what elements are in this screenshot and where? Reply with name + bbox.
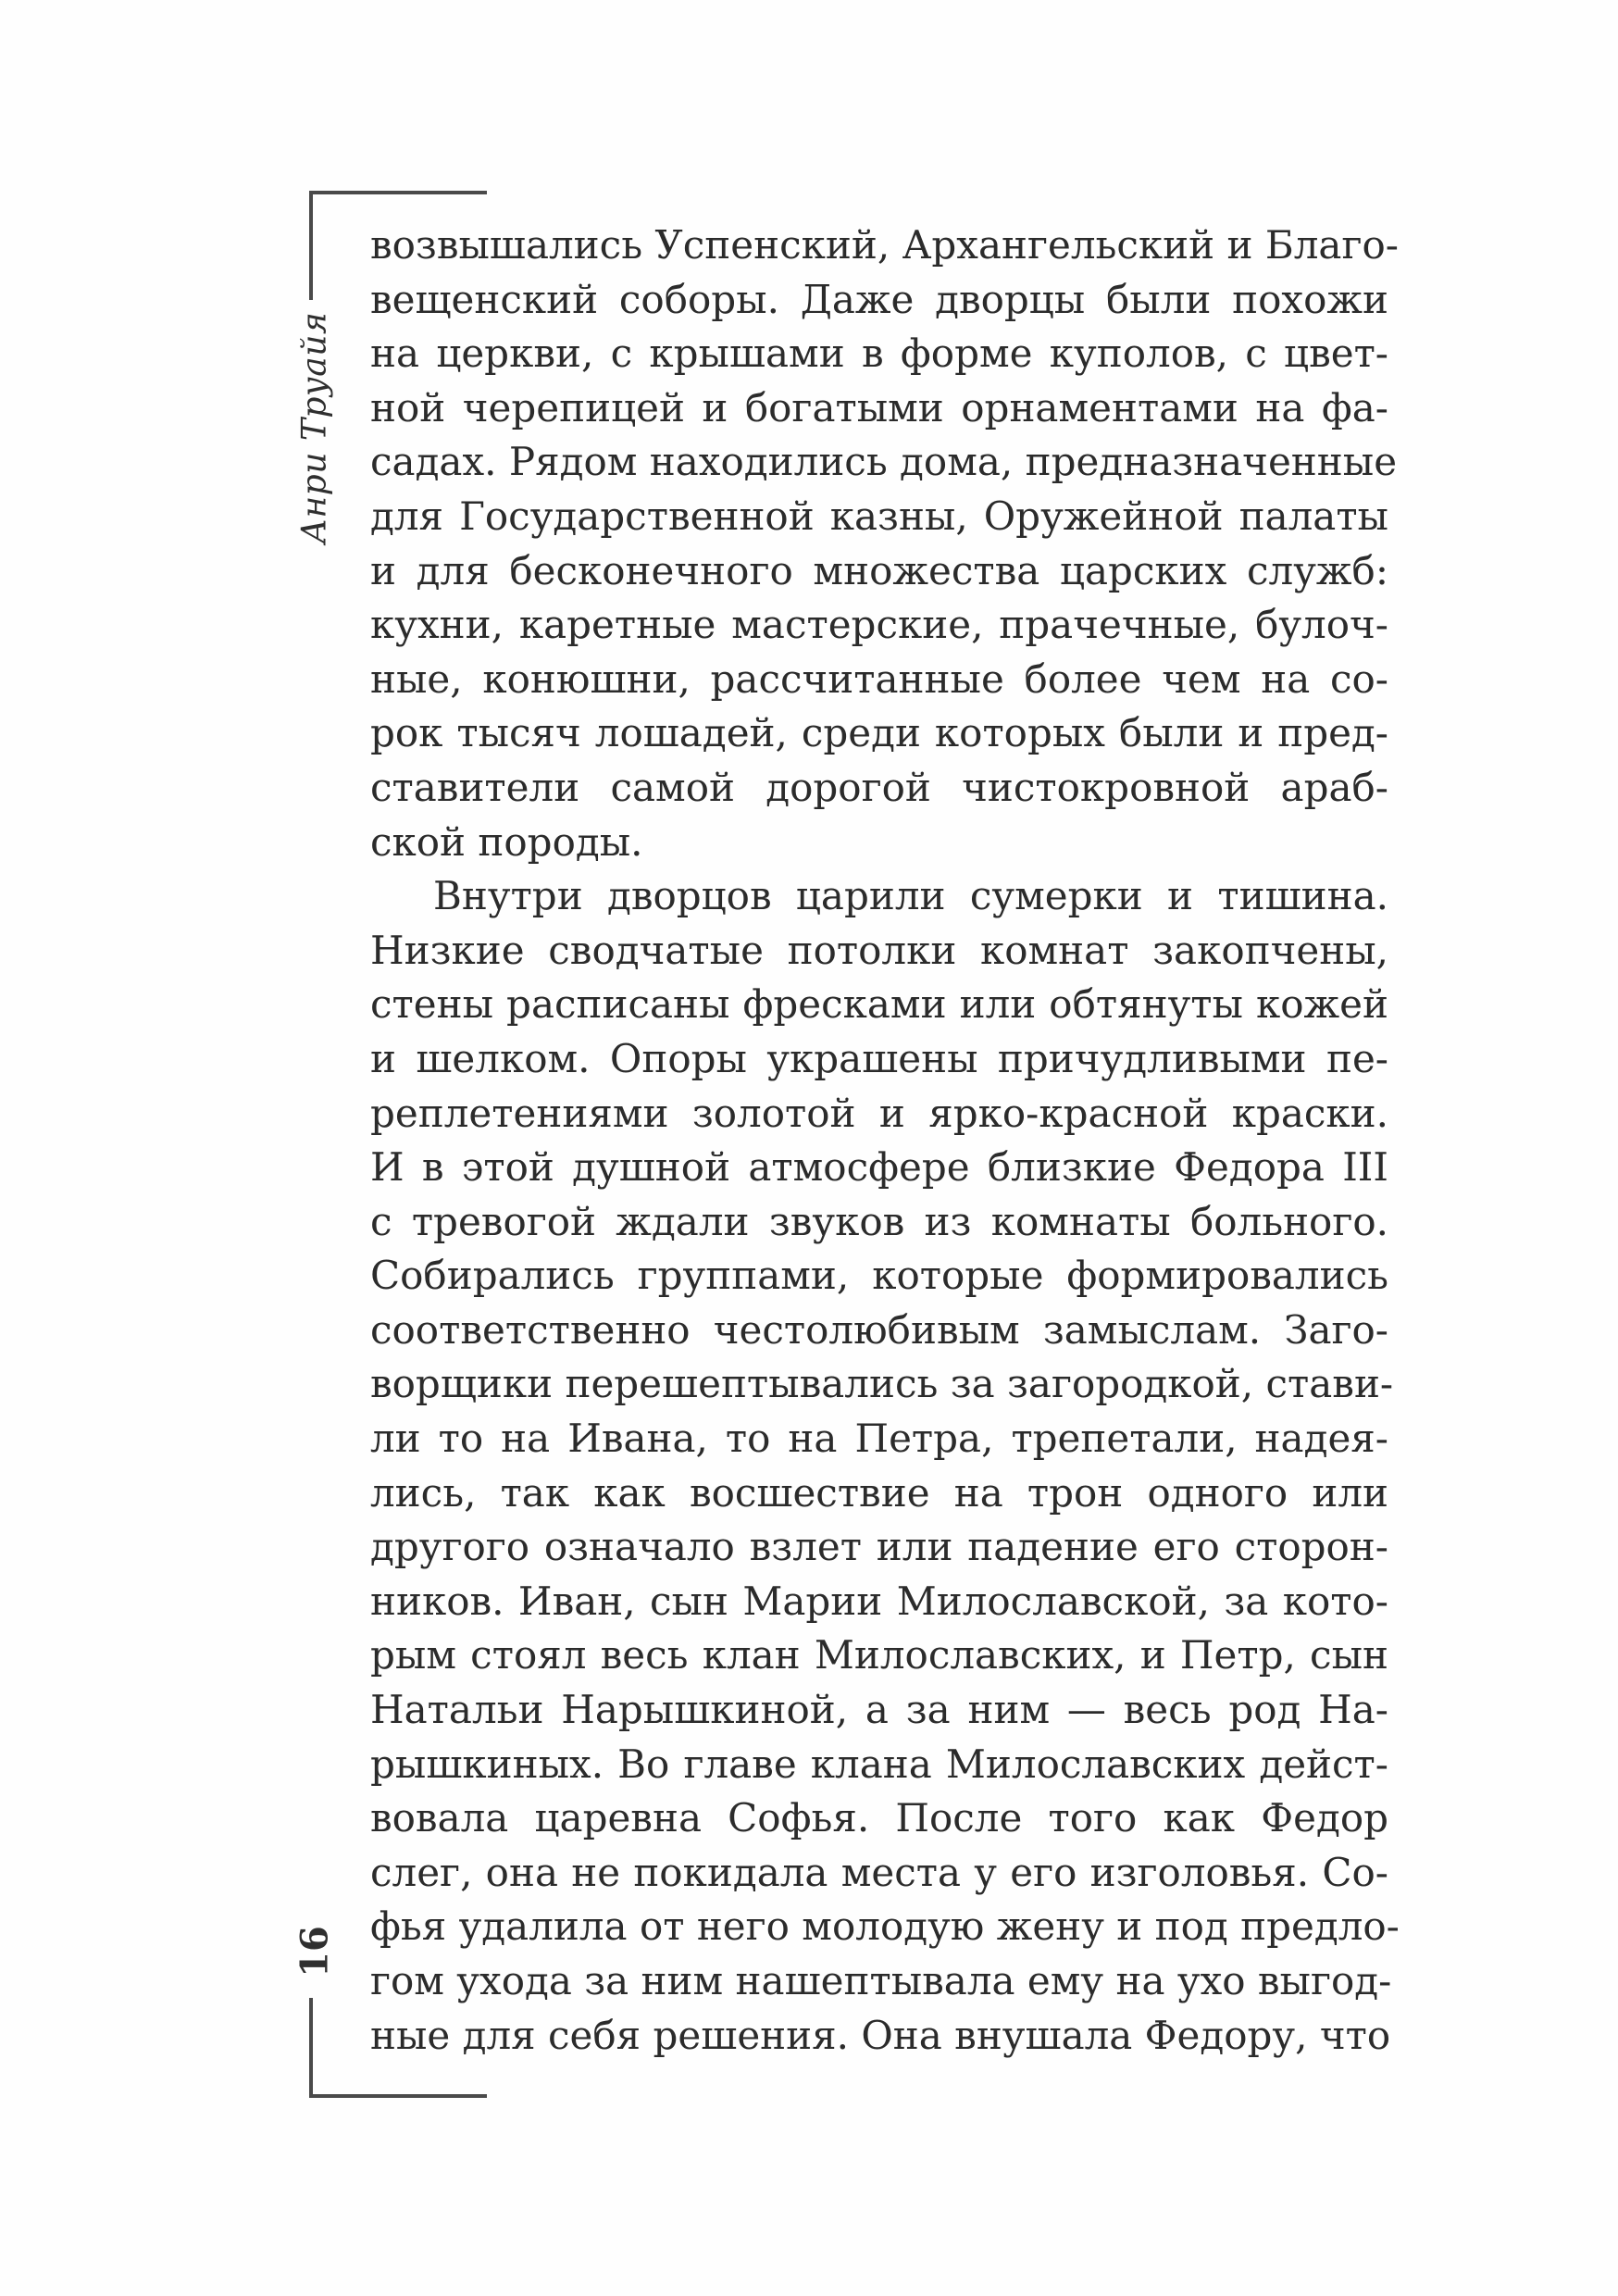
running-head-author: Анри Труайя bbox=[295, 311, 334, 544]
text-line: гом ухода за ним нашептывала ему на ухо выгод- bbox=[370, 1958, 1392, 2003]
text-line: рок тысяч лошадей, среди которых были и пред- bbox=[370, 710, 1388, 756]
text-line: реплетениями золотой и ярко-красной краски. bbox=[370, 1090, 1388, 1136]
text-line: Натальи Нарышкиной, а за ним — весь род На- bbox=[370, 1687, 1388, 1733]
text-line: садах. Рядом находились дома, предназначенные bbox=[370, 439, 1398, 485]
text-line: и шелком. Опоры украшены причудливыми пе- bbox=[370, 1035, 1388, 1081]
margin-rule-vertical-upper bbox=[309, 191, 313, 300]
text-line: ников. Иван, сын Марии Милославской, за кото- bbox=[370, 1578, 1388, 1624]
text-line: ставители самой дорогой чистокровной араб- bbox=[370, 764, 1388, 810]
text-line: возвышались Успенский, Архангельский и Благо- bbox=[370, 222, 1399, 268]
text-line: ли то на Ивана, то на Петра, трепетали, надея- bbox=[370, 1416, 1388, 1462]
text-line: ной черепицей и богатыми орнаментами на фа- bbox=[370, 384, 1388, 430]
text-line: для Государственной казны, Оружейной палаты bbox=[370, 493, 1388, 539]
text-line: стены расписаны фресками или обтянуты кожей bbox=[370, 981, 1388, 1028]
text-line: на церкви, с крышами в форме куполов, с цвет- bbox=[370, 331, 1388, 377]
text-line: ные, конюшни, рассчитанные более чем на со- bbox=[370, 655, 1388, 702]
text-line: рым стоял весь клан Милославских, и Петр, сын bbox=[370, 1632, 1388, 1678]
text-line: И в этой душной атмосфере близкие Федора III bbox=[370, 1144, 1388, 1191]
text-line: вещенский соборы. Даже дворцы были похожи bbox=[370, 276, 1388, 322]
text-line: лись, так как восшествие на трон одного или bbox=[370, 1469, 1388, 1516]
text-line: ные для себя решения. Она внушала Федору, что bbox=[370, 2012, 1391, 2058]
text-line: вовала царевна Софья. После того как Федор bbox=[370, 1795, 1388, 1841]
page-number: 16 bbox=[292, 1926, 337, 1978]
text-line: другого означало взлет или падение его сторон- bbox=[370, 1524, 1388, 1570]
text-line: кухни, каретные мастерские, прачечные, булоч- bbox=[370, 602, 1388, 648]
text-line: и для бесконечного множества царских служб: bbox=[370, 547, 1388, 593]
text-line: Собирались группами, которые формировались bbox=[370, 1253, 1388, 1299]
text-line: с тревогой ждали звуков из комнаты больного. bbox=[370, 1198, 1388, 1244]
text-line: слег, она не покидала места у его изголовья. Со- bbox=[370, 1849, 1388, 1895]
margin-rule-vertical-lower bbox=[309, 1998, 313, 2098]
text-line: соответственно честолюбивым замыслам. Заго- bbox=[370, 1306, 1388, 1353]
margin-rule-bottom bbox=[309, 2094, 487, 2098]
text-line: рышкиных. Во главе клана Милославских дейст- bbox=[370, 1741, 1388, 1787]
margin-rule-top bbox=[309, 191, 487, 194]
text-line-paragraph-end: ской породы. bbox=[370, 818, 643, 865]
text-line: ворщики перешептывались за загородкой, стави- bbox=[370, 1361, 1394, 1407]
body-text bbox=[370, 218, 1400, 2063]
text-line: Низкие сводчатые потолки комнат закопчены, bbox=[370, 927, 1388, 973]
text-line: фья удалила от него молодую жену и под предло- bbox=[370, 1903, 1400, 1950]
text-line-paragraph-start: Внутри дворцов царили сумерки и тишина. bbox=[433, 873, 1388, 919]
